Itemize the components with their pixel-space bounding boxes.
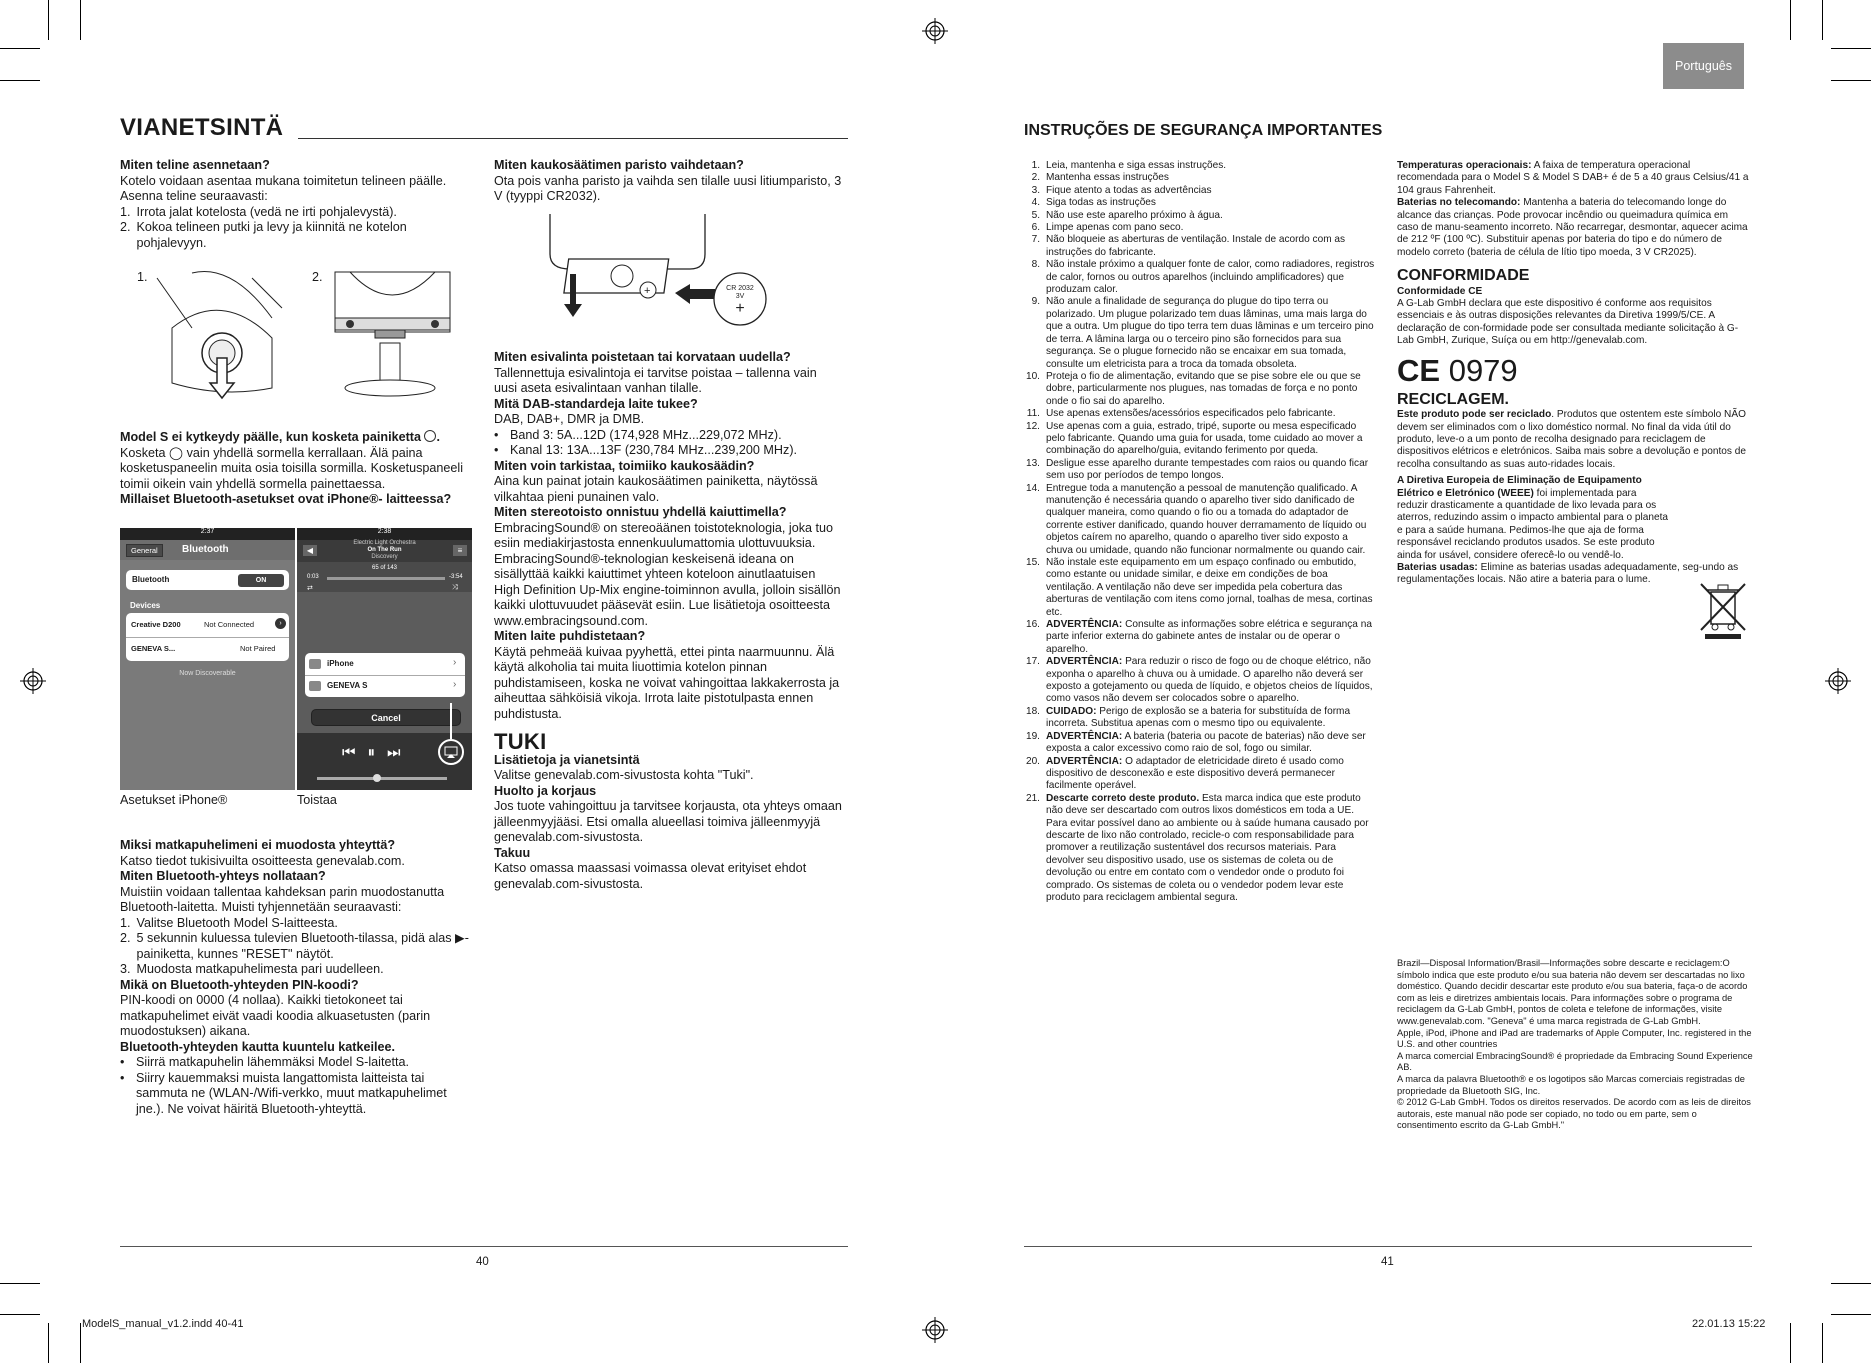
list-marker: 17. — [1025, 656, 1040, 668]
list-item — [120, 1055, 476, 1071]
temperature-text: Temperaturas operacionais: A faixa de temperatura operacional recomendada para o Model S & Model S DAB+ é de 5 a 40 graus Celsius/41 a 104 graus Fahrenheit. — [1397, 160, 1749, 196]
device-name[interactable]: Creative D200 — [131, 620, 181, 629]
touch-button-icon — [424, 430, 436, 442]
list-text: Fique atento a todas as advertências — [1046, 184, 1212, 196]
battery-label: CR 2032 — [726, 285, 754, 292]
list-marker: • — [120, 1055, 125, 1069]
battery-voltage: 3V — [735, 293, 745, 300]
figure-label: 2. — [312, 270, 323, 284]
list-item — [1024, 160, 1376, 172]
list-item — [1024, 619, 1376, 656]
list-marker: 18. — [1025, 705, 1040, 717]
status-bar-time: 2:37 — [120, 528, 295, 540]
list-item — [1024, 234, 1376, 259]
answer-text: Katso tiedot tukisivuilta osoitteesta genevalab.com. — [120, 853, 405, 868]
list-text: ADVERTÊNCIA: A bateria (bateria ou pacote de baterias) não deve ser exposta a calor excessivo como raio de sol, fogo ou similar. — [1046, 730, 1366, 755]
list-text: CUIDADO: Perigo de explosão se a bateria for substituída de forma incorreta. Substitua apenas com o mesmo tipo ou equivalente. — [1046, 705, 1351, 730]
list-item — [494, 443, 842, 459]
iphone-settings-screenshot — [120, 528, 295, 790]
list-text: Siirrä matkapuhelin lähemmäksi Model S-laitetta. — [136, 1055, 409, 1069]
plus-icon: + — [735, 300, 745, 317]
list-marker: 2. — [120, 220, 131, 234]
figure-label: 1. — [137, 270, 148, 284]
list-item — [1024, 421, 1376, 458]
list-marker: 3. — [1031, 184, 1040, 196]
list-marker: 15. — [1025, 557, 1040, 568]
question-heading: Model S ei kytkeydy päälle, kun kosketa painiketta . — [120, 430, 440, 444]
list-text: 5 sekunnin kuluessa tulevien Bluetooth-tilassa, pidä alas ▶-painiketta, kunnes "RESET" näytöt. — [136, 931, 469, 961]
list-item — [120, 1071, 476, 1118]
speaker-icon — [309, 681, 321, 691]
used-batteries-text: Baterias usadas: Elimine as baterias usadas adequadamente, seg-undo as regulamentações locais. Não atire a bateria para o lume. — [1397, 561, 1739, 586]
airplay-icon[interactable] — [437, 738, 465, 766]
question-heading: Mikä on Bluetooth-yhteyden PIN-koodi? — [120, 977, 359, 992]
steps-list — [120, 916, 476, 978]
left-column-2 — [494, 158, 842, 205]
list-text: Muodosta matkapuhelimesta pari uudelleen. — [136, 962, 384, 976]
bluetooth-screen-title: Bluetooth — [182, 544, 229, 555]
answer-text: EmbracingSound® on stereoäänen toistoteknologia, joka tuo esiin mediakirjastosta ennenkuulumattomia ulottuvuuksia. EmbracingSound®-teknologian keskeisenä ideana on sisällyttää kaikki kaiuttimet yhteen koteloon ainutlaatuisen High Definition Up-Mix engine-toiminnon avulla, jolloin sisällön kaikki ulottuvuudet pääsevät esiin. Lue lisätietoja osoitteesta www.embracingsound.com. — [494, 520, 841, 628]
list-marker: 20. — [1025, 755, 1040, 767]
bluetooth-toggle[interactable]: ON — [238, 574, 284, 587]
list-text: ADVERTÊNCIA: O adaptador de eletricidade direto é usado como dispositivo de desconexão e este dispositivo deverá permanecer facilmente operável. — [1046, 755, 1344, 792]
list-marker: 8. — [1031, 259, 1040, 271]
safety-title: INSTRUÇÕES DE SEGURANÇA IMPORTANTES — [1024, 122, 1383, 139]
playback-controls[interactable]: ⏮⏸⏭ — [342, 744, 413, 761]
list-text: Não use este aparelho próximo à água. — [1046, 209, 1223, 221]
remaining-time: -3:54 — [449, 574, 463, 580]
list-text: Descarte correto deste produto. Esta marca indica que este produto não deve ser descartado com outros lixos domésticos em toda a UE. Para evitar possível dano ao ambiente ou à saúde humana causado por descarte de lixo não controlado, recicle-o com responsabilidade para promover a reutilização sustentável dos recursos materiais. Para devolver seu dispositivo usado, use os sistemas de coleta ou de devolução ou entre em contato com o vendedor onde o produto foi comprado. Os sistemas de coleta ou o vendedor podem levar este produto para reciclagem ambiental segura. — [1046, 792, 1369, 903]
list-text: Não bloqueie as aberturas de ventilação. Instale de acordo com as instruções do fabricante. — [1046, 234, 1346, 258]
list-item — [1024, 172, 1376, 184]
cancel-button[interactable]: Cancel — [311, 709, 461, 726]
answer-text: PIN-koodi on 0000 (4 nollaa). Kaikki tietokoneet tai matkapuhelimet eivät vaadi koodia alkuasetusten (parin muodostuksen) aikana. — [120, 993, 431, 1038]
support-title: TUKI — [494, 729, 547, 754]
answer-text: DAB, DAB+, DMR ja DMB. — [494, 412, 645, 426]
device-name[interactable]: GENEVA S... — [131, 644, 176, 653]
list-text: Desligue esse aparelho durante tempestades com raios ou quando ficar sem uso por períodos de tempo longos. — [1046, 457, 1369, 482]
list-marker: 4. — [1031, 197, 1040, 209]
question-heading: Miten Bluetooth-yhteys nollataan? — [120, 869, 326, 883]
recycling-text: Este produto pode ser reciclado. Produtos que ostentem este símbolo NÃO devem ser eliminados com o lixo doméstico normal. No final da vida útil do produto, leve-o a um ponto de recolha designado para reciclagem de dispositivos elétricos e eletrónicos. Saiba mais sobre a devolução e pontos de recolha consultando as suas auto-ridades locais. — [1397, 409, 1746, 470]
conformity-title: CONFORMIDADE — [1397, 267, 1530, 285]
steps-list — [120, 205, 476, 252]
stand-figure — [130, 268, 470, 404]
chevron-right-icon: › — [453, 679, 457, 690]
support-heading: Takuu — [494, 845, 531, 860]
page-number: 40 — [476, 1256, 489, 1268]
device-status: Not Paired — [240, 644, 276, 653]
support-text: Valitse genevalab.com-sivustosta kohta "Tuki". — [494, 768, 754, 782]
repeat-icon[interactable]: ⇄ — [307, 585, 313, 592]
conformity-subtitle: Conformidade CE — [1397, 285, 1483, 297]
airplay-option[interactable]: GENEVA S — [327, 681, 368, 690]
list-marker: 13. — [1025, 457, 1040, 469]
list-icon[interactable]: ≡ — [453, 545, 467, 556]
question-heading: Miten teline asennetaan? — [120, 158, 270, 172]
footer-rule — [120, 1246, 848, 1247]
list-marker: 9. — [1031, 296, 1040, 308]
discoverable-label: Now Discoverable — [179, 670, 236, 677]
track-count: 65 of 143 — [371, 565, 398, 571]
back-general-button[interactable]: General — [126, 544, 163, 557]
list-marker: 2. — [1031, 172, 1040, 184]
answer-text: Ota pois vanha paristo ja vaihda sen tilalle uusi litiumparisto, 3 V (tyyppi CR2032). — [494, 173, 842, 203]
list-item — [120, 916, 476, 932]
list-text: Limpe apenas com pano seco. — [1046, 222, 1184, 234]
caption: Toistaa — [297, 793, 337, 807]
list-item — [1024, 793, 1376, 905]
caption: Asetukset iPhone® — [120, 793, 228, 807]
question-heading: Bluetooth-yhteyden kautta kuuntelu katkeilee. — [120, 1039, 396, 1054]
device-status: Not Connected — [204, 620, 255, 629]
question-heading: Miten esivalinta poistetaan tai korvataan uudella? — [494, 350, 791, 364]
answer-text: Kotelo voidaan asentaa mukana toimitetun telineen päälle. Asenna teline seuraavasti: — [120, 173, 447, 203]
assemble-stand-illustration — [330, 268, 470, 404]
support-text: Katso omassa maassasi voimassa olevat erityiset ehdot genevalab.com-sivustosta. — [494, 861, 807, 891]
answer-text: Käytä pehmeää kuivaa pyyhettä, ettei pinta naarmuunnu. Älä käytä alkoholia tai muita liuottimia kotelon pinnan puhdistamiseen, koska ne voivat vahingoittaa lakkakerrosta ja aiheuttaa sähköisiä vikoja. Irrota laite pistotulpasta ennen puhdistusta. — [494, 644, 840, 721]
crossed-bin-icon — [1697, 580, 1749, 642]
detail-disclosure-icon[interactable]: › — [275, 618, 286, 629]
list-marker: • — [494, 443, 499, 457]
detach-feet-illustration — [152, 268, 292, 404]
support-heading: Huolto ja korjaus — [494, 783, 597, 798]
list-item — [494, 428, 842, 444]
list-item — [1024, 371, 1376, 408]
page-number: 41 — [1381, 1256, 1394, 1268]
list-marker: • — [120, 1070, 125, 1085]
list-text: Use apenas extensões/acessórios especificados pelo fabricante. — [1046, 408, 1336, 420]
list-text: Proteja o fio de alimentação, evitando que se pise sobre ele ou que se dobre, particularmente nos plugues, nas tomadas de força e no ponto onde o fio sai do aparelho. — [1046, 370, 1361, 407]
list-marker: 19. — [1025, 730, 1040, 742]
artist-label: Electric Light Orchestra — [353, 540, 416, 546]
left-column-1 — [120, 158, 476, 251]
left-column-1c — [120, 838, 476, 1117]
list-item — [1024, 185, 1376, 197]
list-text: Siirry kauemmaksi muista langattomista laitteista tai sammuta ne (WLAN-/Wifi-verkko, muut matkapuhelimet jne.). Ne voivat häiritä Bluetooth-yhteyttä. — [136, 1070, 447, 1116]
chevron-right-icon: › — [453, 657, 457, 668]
svg-text:+: + — [644, 285, 651, 297]
list-marker: 3. — [120, 962, 131, 976]
list-text: Mantenha essas instruções — [1046, 172, 1169, 184]
registration-mark-icon — [922, 1317, 948, 1343]
registration-mark-icon — [922, 18, 948, 44]
list-item — [1024, 731, 1376, 756]
status-bar-time: 2:38 — [297, 528, 472, 540]
list-text: ADVERTÊNCIA: Consulte as informações sobre elétrica e segurança na parte inferior externa do gabinete antes de instalar ou de operar o aparelho. — [1046, 619, 1372, 655]
question-heading: Miten voin tarkistaa, toimiiko kaukosäädin? — [494, 458, 755, 473]
list-text: Valitse Bluetooth Model S-laitteesta. — [136, 915, 338, 930]
question-heading: Miten kaukosäätimen paristo vaihdetaan? — [494, 158, 744, 172]
list-item — [1024, 408, 1376, 420]
bluetooth-row-label: Bluetooth — [132, 575, 170, 584]
question-heading: Miksi matkapuhelimeni ei muodosta yhteyttä? — [120, 838, 396, 852]
volume-slider[interactable] — [373, 774, 381, 782]
battery-replacement-illustration — [540, 214, 770, 330]
answer-text: Muistiin voidaan tallentaa kahdeksan parin muodostanutta Bluetooth-laitetta. Muisti tyhjennetään seuraavasti: — [120, 884, 445, 914]
support-heading: Lisätietoja ja vianetsintä — [494, 752, 640, 767]
question-heading: Miten laite puhdistetaan? — [494, 629, 646, 643]
list-text: Siga todas as instruções — [1046, 197, 1156, 209]
list-text: ADVERTÊNCIA: Para reduzir o risco de fogo ou de choque elétrico, não exponha o aparelho à chuva ou à umidade. O aparelho não deverá ser exposto a gotejamento ou queda de líquido, e objetos cheios de líquidos, como vasos não devem ser colocados sobre o aparelho. — [1046, 656, 1373, 705]
list-item — [1024, 296, 1376, 370]
list-item — [1024, 210, 1376, 222]
iphone-playback-screenshot — [297, 528, 472, 790]
list-item — [120, 931, 476, 962]
list-text: Irrota jalat kotelosta (vedä ne irti pohjalevystä). — [136, 204, 397, 219]
right-column-2 — [1397, 160, 1749, 587]
bullet-list — [494, 428, 842, 459]
list-marker: 1. — [120, 915, 131, 930]
answer-text: Aina kun painat jotain kaukosäätimen painiketta, näytössä vilkahtaa pieni punainen valo. — [494, 474, 818, 504]
list-marker: 14. — [1025, 482, 1040, 494]
left-column-2b — [494, 350, 842, 892]
list-item — [120, 220, 476, 251]
question-heading: Mitä DAB-standardeja laite tukee? — [494, 396, 698, 411]
list-item — [1024, 656, 1376, 706]
speaker-icon — [309, 659, 321, 669]
list-marker: 7. — [1031, 234, 1040, 246]
list-marker: • — [494, 427, 499, 442]
left-column-1b — [120, 430, 476, 508]
list-item — [1024, 557, 1376, 619]
album-label: Discovery — [371, 554, 398, 560]
devices-label: Devices — [130, 601, 161, 610]
list-item — [1024, 483, 1376, 557]
safety-list — [1024, 160, 1376, 904]
list-item — [1024, 706, 1376, 731]
answer-text: Kosketa ◯ vain yhdellä sormella kerrallaan. Älä paina kosketuspaneelin muita osia toisilla sormilla. Kosketuspaneeli toimii oikein vain yhdellä sormella painettaessa. — [120, 445, 464, 491]
song-label: On The Run — [367, 547, 402, 553]
list-marker: 21. — [1025, 792, 1040, 804]
list-text: Entregue toda a manutenção a pessoal de manutenção qualificado. A manutenção é necessária quando o aparelho tiver sido danificado de qualquer maneira, como quando o fio ou a tomada do adaptador de corrente estiver danificado, quando houver derramamento de líquido ou objetos caírem no aparelho, quando o aparelho tiver sido exposto a chuva ou umidade, quando não funcionar normalmente ou quando cair. — [1046, 482, 1367, 556]
list-text: Não anule a finalidade de segurança do plugue do tipo terra ou polarizado. Um plugue polarizado tem duas lâminas, uma mais larga do que a outra. Um plugue do tipo terra tem duas lâminas e um terceiro pino de terra. A lâmina larga ou o terceiro pino são fornecidos para sua segurança. Se o plugue fornecido não se encaixar em sua tomada, consulte um eletricista para a troca da tomada obsoleta. — [1046, 296, 1374, 370]
list-item — [1024, 458, 1376, 483]
ce-marking: CE 0979 — [1397, 352, 1518, 388]
question-heading: Miten stereotoisto onnistuu yhdellä kaiuttimella? — [494, 505, 787, 519]
ce-mark-icon: CE — [1397, 352, 1441, 388]
list-text: Kanal 13: 13A...13F (230,784 MHz...239,200 MHz). — [510, 443, 798, 457]
bullet-list — [120, 1055, 476, 1117]
list-item — [1024, 222, 1376, 234]
list-marker: 6. — [1031, 222, 1040, 234]
elapsed-time: 0:03 — [307, 574, 319, 580]
file-slug: ModelS_manual_v1.2.indd 40-41 — [82, 1318, 244, 1330]
registration-mark-icon — [20, 668, 46, 694]
list-marker: 12. — [1025, 420, 1040, 432]
list-item — [120, 205, 476, 221]
legal-text: Brazil—Disposal Information/Brasil—Informações sobre descarte e reciclagem:O símbolo indica que este produto e/ou sua bateria não devem ser descartadas no lixo doméstico. Quando decidir descartar este produto e/ou sua bateria, faça-o de acordo com as leis e diretrizes ambientais locais. Para informações sobre o programa de reciclagem da G-Lab GmbH, pontos de coleta e telefone de informações, visite www.genevalab.com. "Geneva" é uma marca registrada de G-Lab GmbH. Apple, iPod, iPhone and iPad are trademarks of Apple Computer, Inc. registered in the U.S. and other countries A marca comercial EmbracingSound® é propriedade da Embracing Sound Experience AB. A marca da palavra Bluetooth® e os logotipos são Marcas comerciais registradas de propriedade da Bluetooth SIG, Inc. © 2012 G-Lab GmbH. Todos os direitos reservados. De acordo com as leis de direitos autorais, este manual não pode ser copiado, no todo ou em parte, sem o consentimento escrito da G-Lab GmbH." — [1397, 958, 1753, 1131]
airplay-option[interactable]: iPhone — [327, 659, 354, 668]
language-tab: Português — [1663, 43, 1744, 89]
list-text: Não instale este equipamento em um espaço confinado ou embutido, como estante ou unidade similar, e deixe em condições de boa ventilação. A ventilação não deve ser impedida pela cobertura das aberturas de ventilação com itens como jornal, toalhas de mesa, cortinas etc. — [1046, 557, 1373, 618]
shuffle-icon[interactable]: ⤨ — [452, 584, 458, 591]
list-marker: 5. — [1031, 209, 1040, 221]
question-heading: Millaiset Bluetooth-asetukset ovat iPhone®- laitteessa? — [120, 492, 452, 506]
footer-rule — [1024, 1246, 1752, 1247]
list-marker: 1. — [120, 204, 131, 219]
list-marker: 1. — [1031, 160, 1040, 171]
list-marker: 11. — [1026, 408, 1040, 420]
list-item — [1024, 756, 1376, 793]
list-marker: 10. — [1025, 370, 1040, 382]
back-arrow-icon[interactable]: ◀ — [303, 545, 317, 556]
list-text: Band 3: 5A...12D (174,928 MHz...229,072 MHz). — [510, 427, 782, 442]
list-text: Use apenas com a guia, estrado, tripé, suporte ou mesa especificado pelo fabricante. Quando uma guia for usada, tome cuidado ao mover a combinação do aparelho/guia, evitando ferimento por queda. — [1046, 420, 1363, 457]
list-marker: 2. — [120, 931, 131, 945]
list-item — [1024, 197, 1376, 209]
list-text: Leia, mantenha e siga essas instruções. — [1046, 160, 1227, 171]
page-title: VIANETSINTÄ — [120, 114, 284, 141]
answer-text: Tallennettuja esivalintoja ei tarvitse poistaa – tallenna vain uusi aseta esivalintaan vanhan tilalle. — [494, 365, 817, 395]
registration-mark-icon — [1825, 668, 1851, 694]
list-marker: 16. — [1025, 619, 1040, 631]
weee-text: A Diretiva Europeia de Eliminação de Equipamento Elétrico e Eletrónico (WEEE) foi implementada para reduzir drasticamente a quantidade de lixo levada para os aterros, reduzindo assim o impacto ambiental para o planeta e para a saúde humana. Pedimos-lhe que aja de forma responsável reciclando produtos usados. Se este produto ainda for usável, considere oferecê-lo ou vendê-lo. — [1397, 475, 1668, 561]
title-rule — [298, 138, 848, 139]
print-date: 22.01.13 15:22 — [1692, 1318, 1766, 1330]
conformity-text: A G-Lab GmbH declara que este dispositivo é conforme aos requisitos essenciais e às outras disposições relevantes da Diretiva 1999/5/CE. A declaração de con-formidade pode ser consultada mediante solicitação à G-Lab GmbH, Zurique, Suíça ou em http://genevalab.com. — [1397, 298, 1739, 347]
list-text: Não instale próximo a qualquer fonte de calor, como radiadores, registros de calor, fornos ou outros aparelhos (incluindo amplificadores) que produzam calor. — [1046, 259, 1375, 296]
remote-battery-text: Baterias no telecomando: Mantenha a bateria do telecomando longe do alcance das crianças. Pode provocar incêndio ou queimadura química em caso de manu-seamento incorreto. Não recarregar, desmontar, aquecer acima de 212 ºF (100 ºC). Substituir apenas por bateria do tipo e do número de modelo correto (bateria de célula de lítio tipo moeda, 3 V CR2025). — [1397, 197, 1748, 258]
list-item — [1024, 259, 1376, 296]
support-text: Jos tuote vahingoittuu ja tarvitsee korjausta, ota yhteys omaan jälleenmyyjääsi. Etsi omalla alueellasi toimiva jälleenmyyjä genevalab.com-sivustosta. — [494, 799, 842, 844]
recycling-title: RECICLAGEM. — [1397, 390, 1509, 408]
list-item — [120, 962, 476, 978]
list-text: Kokoa telineen putki ja levy ja kiinnitä ne kotelon pohjalevyyn. — [136, 220, 407, 250]
